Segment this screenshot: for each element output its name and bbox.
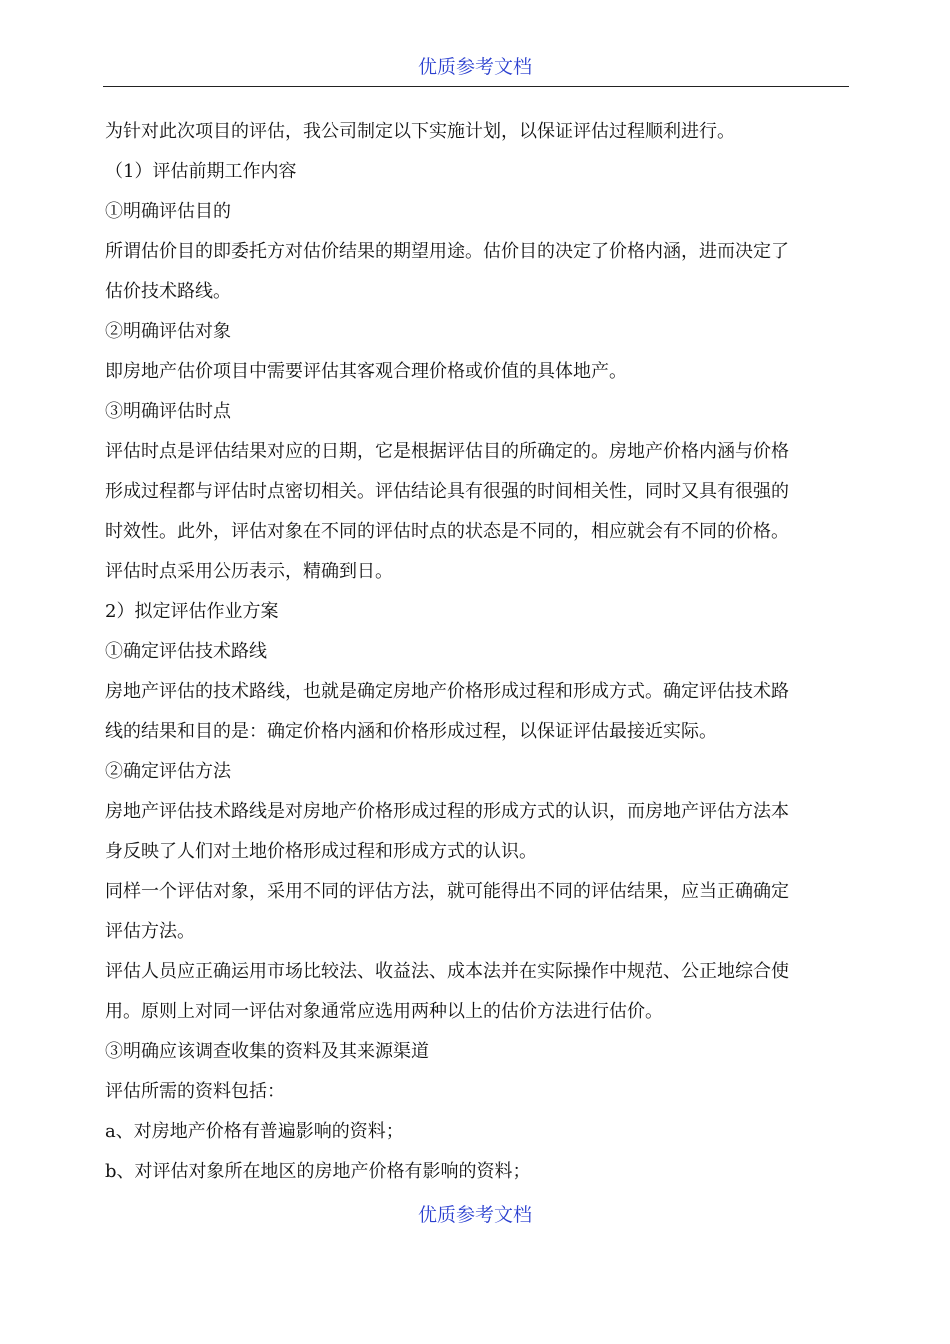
subsection-heading: ③明确应该调查收集的资料及其来源渠道 — [105, 1041, 429, 1062]
paragraph-line: 即房地产估价项目中需要评估其客观合理价格或价值的具体地产。 — [105, 361, 627, 382]
paragraph-line: 评估所需的资料包括： — [105, 1081, 285, 1102]
header-divider — [103, 86, 849, 87]
paragraph-line: 为针对此次项目的评估，我公司制定以下实施计划，以保证评估过程顺利进行。 — [105, 121, 735, 142]
subsection-heading: ②确定评估方法 — [105, 761, 231, 782]
paragraph-line: 评估时点是评估结果对应的日期，它是根据评估目的所确定的。房地产价格内涵与价格 — [105, 441, 789, 462]
paragraph-line: 用。原则上对同一评估对象通常应选用两种以上的估价方法进行估价。 — [105, 1001, 663, 1022]
page-header: 优质参考文档 — [417, 56, 532, 78]
paragraph-line: 评估人员应正确运用市场比较法、收益法、成本法并在实际操作中规范、公正地综合使 — [105, 961, 789, 982]
page-footer: 优质参考文档 — [417, 1204, 532, 1226]
list-item: b、对评估对象所在地区的房地产价格有影响的资料； — [105, 1161, 531, 1182]
paragraph-line: 评估时点采用公历表示，精确到日。 — [105, 561, 393, 582]
subsection-heading: ①明确评估目的 — [105, 201, 231, 222]
paragraph-line: 时效性。此外，评估对象在不同的评估时点的状态是不同的，相应就会有不同的价格。 — [105, 521, 789, 542]
list-item: a、对房地产价格有普遍影响的资料； — [105, 1121, 404, 1142]
paragraph-line: 所谓估价目的即委托方对估价结果的期望用途。估价目的决定了价格内涵，进而决定了 — [105, 241, 789, 262]
paragraph-line: 房地产评估技术路线是对房地产价格形成过程的形成方式的认识，而房地产评估方法本 — [105, 801, 789, 822]
section-heading: （1）评估前期工作内容 — [105, 161, 297, 182]
subsection-heading: ③明确评估时点 — [105, 401, 231, 422]
document-body — [105, 112, 841, 1192]
subsection-heading: ②明确评估对象 — [105, 321, 231, 342]
paragraph-line: 评估方法。 — [105, 921, 195, 942]
section-heading: 2）拟定评估作业方案 — [105, 601, 279, 622]
paragraph-line: 形成过程都与评估时点密切相关。评估结论具有很强的时间相关性，同时又具有很强的 — [105, 481, 789, 502]
paragraph-line: 估价技术路线。 — [105, 281, 231, 302]
subsection-heading: ①确定评估技术路线 — [105, 641, 267, 662]
paragraph-line: 房地产评估的技术路线，也就是确定房地产价格形成过程和形成方式。确定评估技术路 — [105, 681, 789, 702]
paragraph-line: 线的结果和目的是：确定价格内涵和价格形成过程，以保证评估最接近实际。 — [105, 721, 717, 742]
paragraph-line: 同样一个评估对象，采用不同的评估方法，就可能得出不同的评估结果，应当正确确定 — [105, 881, 789, 902]
paragraph-line: 身反映了人们对土地价格形成过程和形成方式的认识。 — [105, 841, 537, 862]
